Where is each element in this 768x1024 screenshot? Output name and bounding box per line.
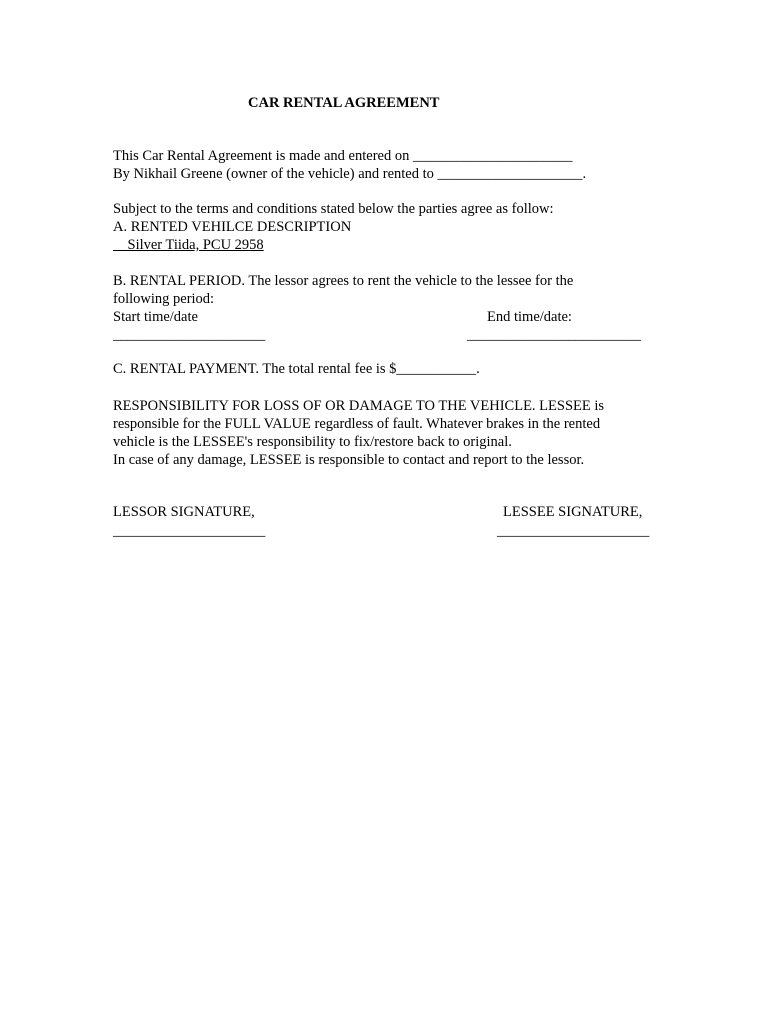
responsibility-line-3: vehicle is the LESSEE's responsibility to fix/restore back to original. <box>113 434 512 450</box>
intro-line-2: By Nikhail Greene (owner of the vehicle) and rented to ____________________. <box>113 166 587 182</box>
responsibility-line-1: RESPONSIBILITY FOR LOSS OF OR DAMAGE TO THE VEHICLE. LESSEE is <box>113 398 605 414</box>
lessor-signature-label: LESSOR SIGNATURE, <box>113 504 255 520</box>
responsibility-line-2: responsible for the FULL VALUE regardless of fault. Whatever brakes in the rented <box>113 416 601 432</box>
section-b-line-1: B. RENTAL PERIOD. The lessor agrees to rent the vehicle to the lessee for the <box>113 273 574 289</box>
terms-intro: Subject to the terms and conditions stated below the parties agree as follow: <box>113 201 554 217</box>
intro-line-1: This Car Rental Agreement is made and entered on ______________________ <box>113 148 573 164</box>
start-time-blank: _____________________ <box>113 327 266 343</box>
lessee-signature-label: LESSEE SIGNATURE, <box>503 504 643 520</box>
section-b-line-2: following period: <box>113 291 215 307</box>
vehicle-description: Silver Tiida, PCU 2958 <box>113 237 264 253</box>
start-time-label: Start time/date <box>113 309 198 325</box>
section-c-rental-payment: C. RENTAL PAYMENT. The total rental fee is $___________. <box>113 361 480 377</box>
end-time-blank: ________________________ <box>467 327 641 343</box>
lessee-signature-blank: _____________________ <box>497 523 650 539</box>
lessor-signature-blank: _____________________ <box>113 523 266 539</box>
section-a-heading: A. RENTED VEHILCE DESCRIPTION <box>113 219 352 235</box>
document-title: CAR RENTAL AGREEMENT <box>248 95 440 111</box>
responsibility-line-4: In case of any damage, LESSEE is responsible to contact and report to the lessor. <box>113 452 585 468</box>
end-time-label: End time/date: <box>487 309 572 325</box>
